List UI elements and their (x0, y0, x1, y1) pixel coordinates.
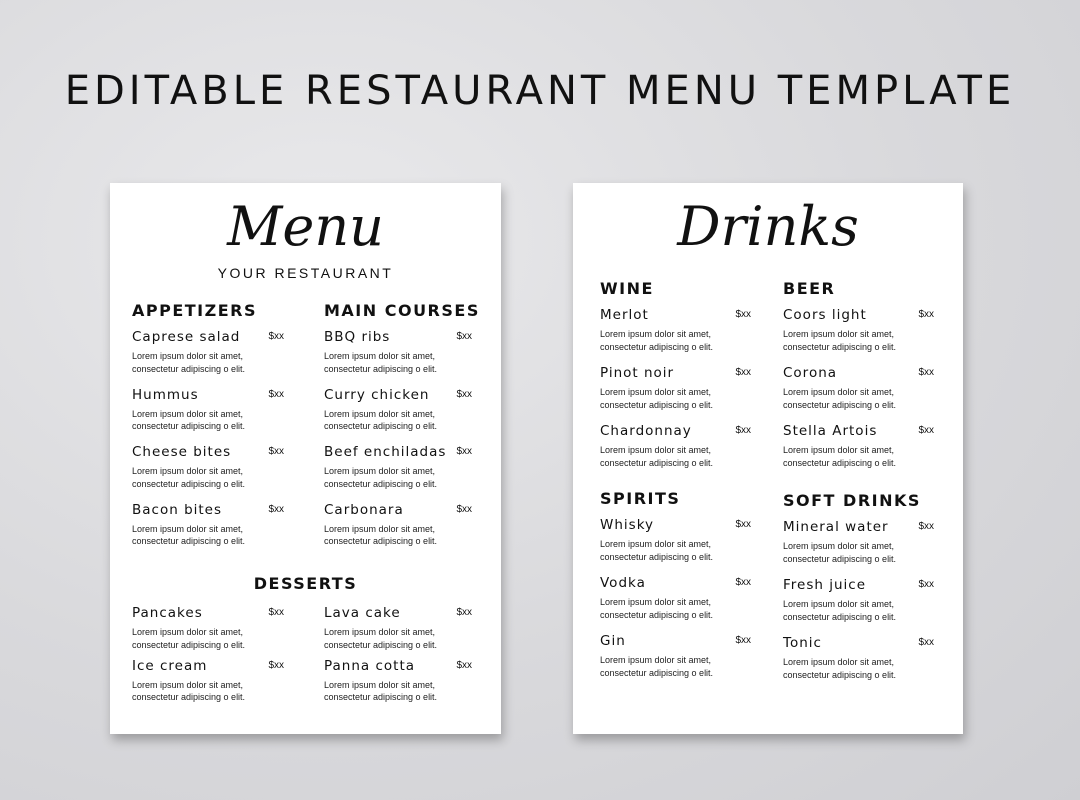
menu-item (783, 635, 934, 681)
menu-item-description: Lorem ipsum dolor sit amet, consectetur adipiscing o elit. (324, 679, 438, 702)
menu-item-name: Pinot noir (600, 365, 675, 381)
menu-item-name: Coors light (783, 307, 867, 323)
main-courses-section (324, 301, 480, 546)
menu-item-header (783, 577, 934, 595)
section-title: SOFT DRINKS (783, 491, 921, 510)
menu-item (783, 577, 934, 623)
menu-item-description: Lorem ipsum dolor sit amet, consectetur adipiscing o elit. (600, 655, 714, 678)
menu-item-price: $xx (735, 367, 751, 378)
menu-item (600, 517, 751, 563)
section-title: WINE (600, 279, 654, 298)
menu-item-description: Lorem ipsum dolor sit amet, consectetur adipiscing o elit. (324, 627, 438, 650)
menu-item-name: Vodka (600, 575, 646, 591)
menu-item-header (324, 387, 472, 405)
menu-item-header (132, 605, 284, 623)
menu-item-header (600, 575, 751, 593)
section-title: MAIN COURSES (324, 301, 480, 320)
menu-item-name: Ice cream (132, 657, 208, 674)
menu-item-price: $xx (735, 577, 751, 588)
spirits-section (600, 489, 751, 678)
menu-item-header (600, 365, 751, 383)
menu-item-header (783, 423, 934, 441)
menu-item-header (600, 423, 751, 441)
menu-item (783, 365, 934, 411)
menu-item-header (324, 444, 472, 462)
menu-item (783, 423, 934, 469)
menu-item-name: Beef enchiladas (324, 444, 447, 460)
menu-item-name: Whisky (600, 517, 655, 533)
menu-item-header (600, 517, 751, 535)
menu-item-description: Lorem ipsum dolor sit amet, consectetur adipiscing o elit. (324, 523, 438, 546)
menu-item (324, 658, 472, 704)
appetizers-section (132, 301, 284, 546)
menu-item-price: $xx (735, 425, 751, 436)
menu-item-price: $xx (268, 331, 284, 342)
menu-item-header (324, 502, 472, 520)
menu-item-price: $xx (456, 503, 472, 515)
menu-item (600, 307, 751, 353)
menu-item-header (783, 307, 934, 325)
menu-item-name: Fresh juice (783, 577, 867, 593)
menu-item-description: Lorem ipsum dolor sit amet, consectetur adipiscing o elit. (600, 539, 714, 562)
menu-item-name: Panna cotta (324, 657, 416, 674)
menu-item-description: Lorem ipsum dolor sit amet, consectetur adipiscing o elit. (783, 329, 897, 352)
menu-item-price: $xx (456, 331, 472, 342)
menu-item-price: $xx (918, 579, 934, 590)
menu-item-price: $xx (918, 367, 934, 378)
menu-item (132, 444, 284, 490)
menu-item-description: Lorem ipsum dolor sit amet, consectetur adipiscing o elit. (783, 599, 897, 622)
menu-item-description: Lorem ipsum dolor sit amet, consectetur adipiscing o elit. (324, 351, 438, 374)
menu-item-price: $xx (918, 309, 934, 320)
menu-item (600, 423, 751, 469)
menu-item-price: $xx (918, 425, 934, 436)
menu-item-price: $xx (918, 637, 934, 648)
menu-item-price: $xx (268, 659, 284, 671)
menu-item-header (783, 635, 934, 653)
menu-item-price: $xx (456, 446, 472, 457)
menu-item-description: Lorem ipsum dolor sit amet, consectetur adipiscing o elit. (600, 329, 714, 352)
section-title: SPIRITS (600, 489, 681, 508)
drinks-menu-card (573, 183, 963, 734)
menu-item-price: $xx (456, 388, 472, 400)
menu-item (132, 329, 284, 375)
menu-item-header (324, 605, 472, 623)
menu-item (132, 605, 284, 651)
menu-item-header (324, 658, 472, 676)
menu-item-header (132, 444, 284, 462)
menu-item (600, 575, 751, 621)
menu-item-description: Lorem ipsum dolor sit amet, consectetur adipiscing o elit. (783, 445, 897, 468)
page-headline: EDITABLE RESTAURANT MENU TEMPLATE (64, 68, 1016, 114)
menu-item-name: Lava cake (324, 605, 401, 621)
menu-item (600, 633, 751, 679)
menu-item-header (132, 329, 284, 347)
beer-section (783, 279, 934, 468)
desserts-section (110, 574, 501, 593)
menu-item-header (132, 502, 284, 520)
soft-drinks-section (783, 491, 934, 680)
menu-item-price: $xx (456, 659, 472, 671)
menu-item-price: $xx (735, 635, 751, 646)
drinks-title: Drinks (677, 195, 859, 258)
menu-item-name: Curry chicken (324, 386, 430, 403)
section-title: BEER (783, 279, 836, 298)
menu-item-description: Lorem ipsum dolor sit amet, consectetur adipiscing o elit. (132, 408, 246, 431)
menu-item-header (600, 307, 751, 325)
menu-item-name: BBQ ribs (324, 329, 391, 345)
menu-item (132, 502, 284, 548)
menu-item-price: $xx (918, 521, 934, 532)
menu-item-price: $xx (735, 309, 751, 320)
menu-item-name: Mineral water (783, 519, 889, 535)
wine-section (600, 279, 751, 468)
menu-item-name: Cheese bites (132, 444, 232, 460)
menu-title: Menu (227, 195, 384, 258)
menu-item-name: Bacon bites (132, 501, 223, 518)
menu-item-description: Lorem ipsum dolor sit amet, consectetur adipiscing o elit. (132, 679, 246, 702)
menu-item-name: Chardonnay (600, 423, 692, 439)
menu-item-description: Lorem ipsum dolor sit amet, consectetur adipiscing o elit. (132, 351, 246, 374)
food-menu-card (110, 183, 501, 734)
menu-item-name: Hummus (132, 386, 199, 403)
menu-item-header (132, 658, 284, 676)
menu-item-price: $xx (268, 446, 284, 457)
menu-item-description: Lorem ipsum dolor sit amet, consectetur adipiscing o elit. (600, 445, 714, 468)
menu-item (783, 519, 934, 565)
menu-item-price: $xx (268, 607, 284, 618)
menu-item-description: Lorem ipsum dolor sit amet, consectetur adipiscing o elit. (132, 627, 246, 650)
menu-item (324, 605, 472, 651)
menu-item-price: $xx (268, 503, 284, 515)
section-title: APPETIZERS (132, 301, 258, 320)
menu-item-name: Caprese salad (132, 329, 241, 345)
menu-item (132, 387, 284, 433)
menu-item-price: $xx (268, 388, 284, 400)
menu-item-header (324, 329, 472, 347)
menu-item-description: Lorem ipsum dolor sit amet, consectetur adipiscing o elit. (324, 408, 438, 431)
menu-item (132, 658, 284, 704)
menu-item-description: Lorem ipsum dolor sit amet, consectetur adipiscing o elit. (600, 387, 714, 410)
menu-item-name: Corona (783, 365, 838, 381)
menu-item-description: Lorem ipsum dolor sit amet, consectetur adipiscing o elit. (600, 597, 714, 620)
menu-item-description: Lorem ipsum dolor sit amet, consectetur adipiscing o elit. (132, 523, 246, 546)
menu-item-description: Lorem ipsum dolor sit amet, consectetur adipiscing o elit. (783, 387, 897, 410)
restaurant-name: YOUR RESTAURANT (217, 265, 394, 281)
menu-item-header (132, 387, 284, 405)
menu-item-name: Tonic (783, 635, 822, 651)
menu-item (324, 502, 472, 548)
menu-item-name: Gin (600, 633, 626, 649)
menu-item-description: Lorem ipsum dolor sit amet, consectetur adipiscing o elit. (324, 466, 438, 489)
menu-item-header (600, 633, 751, 651)
menu-item-name: Carbonara (324, 501, 404, 518)
menu-item (783, 307, 934, 353)
menu-item-price: $xx (735, 519, 751, 530)
menu-item (324, 329, 472, 375)
menu-item-description: Lorem ipsum dolor sit amet, consectetur adipiscing o elit. (783, 657, 897, 680)
menu-item-header (783, 365, 934, 383)
menu-item (324, 444, 472, 490)
menu-item-description: Lorem ipsum dolor sit amet, consectetur adipiscing o elit. (132, 466, 246, 489)
menu-item-header (783, 519, 934, 537)
menu-item-price: $xx (456, 607, 472, 618)
section-title: DESSERTS (253, 574, 358, 593)
menu-item-name: Pancakes (132, 605, 203, 621)
menu-item (600, 365, 751, 411)
menu-item-description: Lorem ipsum dolor sit amet, consectetur adipiscing o elit. (783, 541, 897, 564)
menu-item-name: Merlot (600, 307, 649, 323)
menu-item-name: Stella Artois (783, 423, 878, 439)
menu-item (324, 387, 472, 433)
